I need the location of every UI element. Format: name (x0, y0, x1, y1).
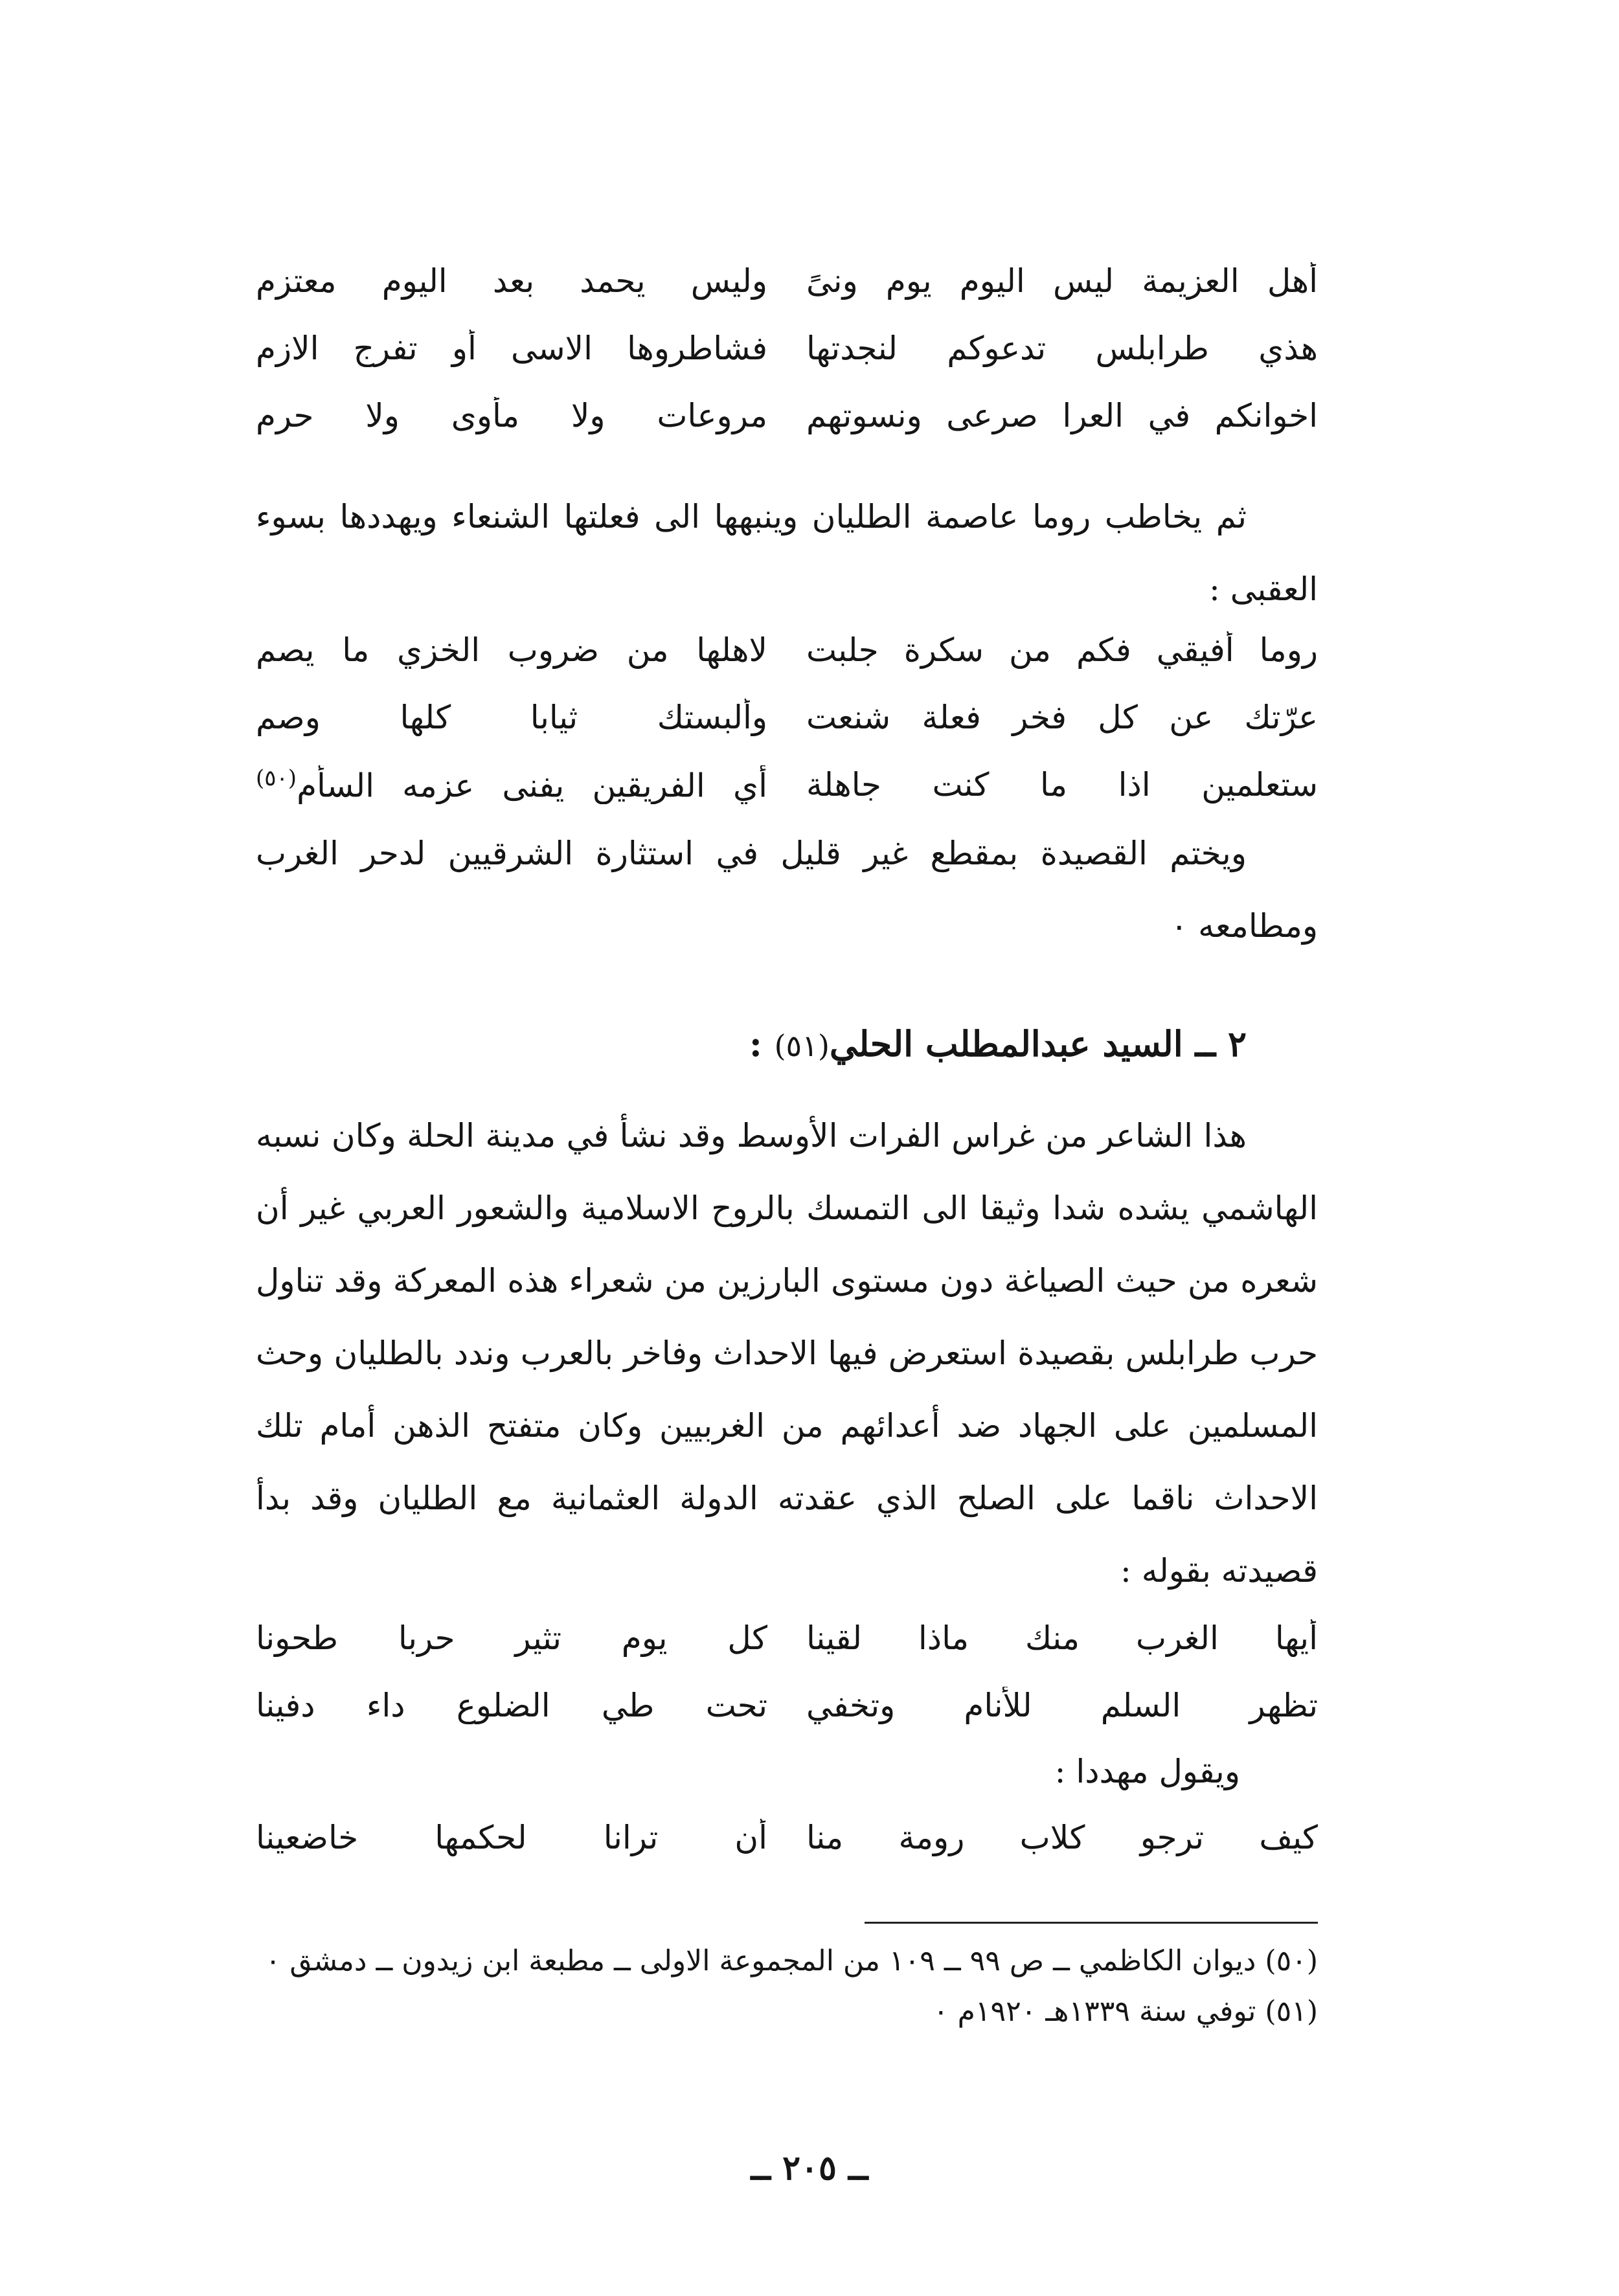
verse-line (256, 684, 1318, 751)
section-colon: : (749, 1023, 762, 1064)
verse-first-hemistich: كيف ترجو كلاب رومة منا (806, 1819, 1318, 1856)
section-number: ٢ ــ (1195, 1023, 1247, 1064)
verse-second-hemistich: فشاطروها الاسى أو تفرج الازم (256, 330, 767, 367)
verse-line (256, 616, 1318, 684)
footnote-reference: (٥٠) (256, 765, 297, 791)
verse-second-hemistich: تحت طي الضلوع داء دفينا (256, 1687, 767, 1724)
verse-line (256, 382, 1318, 449)
outro-paragraph: ويختم القصيدة بمقطع غير قليل في استثارة الشرقيين لدحر الغرب ومطامعه ٠ (256, 835, 1318, 945)
verse-second-hemistich (256, 765, 767, 805)
poem-block-2 (256, 616, 1318, 818)
intro-paragraph-1: ثم يخاطب روما عاصمة الطليان وينبهها الى فعلتها الشنعاء ويهددها بسوء العقبى : (256, 498, 1318, 608)
section-heading (256, 1023, 1318, 1064)
verse-second-hemistich: وليس يحمد بعد اليوم معتزم (256, 262, 767, 300)
verse-first-hemistich: أهل العزيمة ليس اليوم يوم ونىً (806, 262, 1318, 300)
verse-line (256, 247, 1318, 315)
verse-first-hemistich: روما أفيقي فكم من سكرة جلبت (806, 631, 1318, 669)
verse-second-hemistich: لاهلها من ضروب الخزي ما يصم (256, 631, 767, 669)
verse-line (256, 751, 1318, 818)
verse-text: أي الفريقين يفنى عزمه السأم (297, 767, 767, 805)
verse-first-hemistich: تظهر السلم للأنام وتخفي (806, 1687, 1318, 1724)
footnote-50: (٥٠) ديوان الكاظمي ــ ص ٩٩ ــ ١٠٩ من المجموعة الاولى ــ مطبعة ابن زيدون ــ دمشق ٠ (265, 1944, 1318, 1977)
biography-paragraph: هذا الشاعر من غراس الفرات الأوسط وقد نشأ في مدينة الحلة وكان نسبه الهاشمي يشده شدا وثيقا الى التمسك بالروح الاسلامية والشعور العربي غير أن شعره من حيث الصياغة دون مستوى البارزين من شعراء هذه المعركة وقد تناول حرب طرابلس بقصيدة استعرض فيها الاحداث وفاخر بالعرب وندد بالطليان وحث المسلمين على الجهاد ضد أعدائهم من الغربيين وكان متفتح الذهن أمام تلك الاحداث ناقما على الصلح الذي عقدته الدولة العثمانية مع الطليان وقد بدأ قصيدته بقوله : (256, 1117, 1318, 1590)
verse-second-hemistich: مروعات ولا مأوى ولا حرم (256, 397, 767, 434)
intro-paragraph-2: ويقول مهددا : (1054, 1753, 1240, 1790)
verse-first-hemistich: اخوانكم في العرا صرعى ونسوتهم (806, 397, 1318, 434)
verse-first-hemistich: عرّتك عن كل فخر فعلة شنعت (806, 699, 1318, 736)
verse-line (256, 315, 1318, 382)
verse-line (256, 1804, 1318, 1871)
verse-first-hemistich: أيها الغرب منك ماذا لقينا (806, 1619, 1318, 1657)
verse-second-hemistich: وألبستك ثيابا كلها وصم (256, 699, 767, 736)
poem-block-1 (256, 247, 1318, 449)
page-number: ــ ٢٠٥ ــ (751, 2148, 868, 2188)
footnote-reference: (٥١) (774, 1028, 830, 1063)
poem-block-3 (256, 1604, 1318, 1739)
verse-line (256, 1672, 1318, 1739)
verse-first-hemistich: هذي طرابلس تدعوكم لنجدتها (806, 330, 1318, 367)
verse-line (256, 1604, 1318, 1672)
verse-first-hemistich: ستعلمين اذا ما كنت جاهلة (806, 766, 1318, 804)
poem-block-4 (256, 1804, 1318, 1871)
footnote-separator (865, 1922, 1318, 1924)
footnote-51: (٥١) توفي سنة ١٣٣٩هـ ١٩٢٠م ٠ (933, 1995, 1318, 2028)
footnotes (256, 1936, 1318, 2037)
verse-second-hemistich: كل يوم تثير حربا طحونا (256, 1619, 767, 1657)
section-title: السيد عبدالمطلب الحلي (829, 1023, 1183, 1064)
verse-second-hemistich: أن ترانا لحكمها خاضعينا (256, 1819, 767, 1856)
